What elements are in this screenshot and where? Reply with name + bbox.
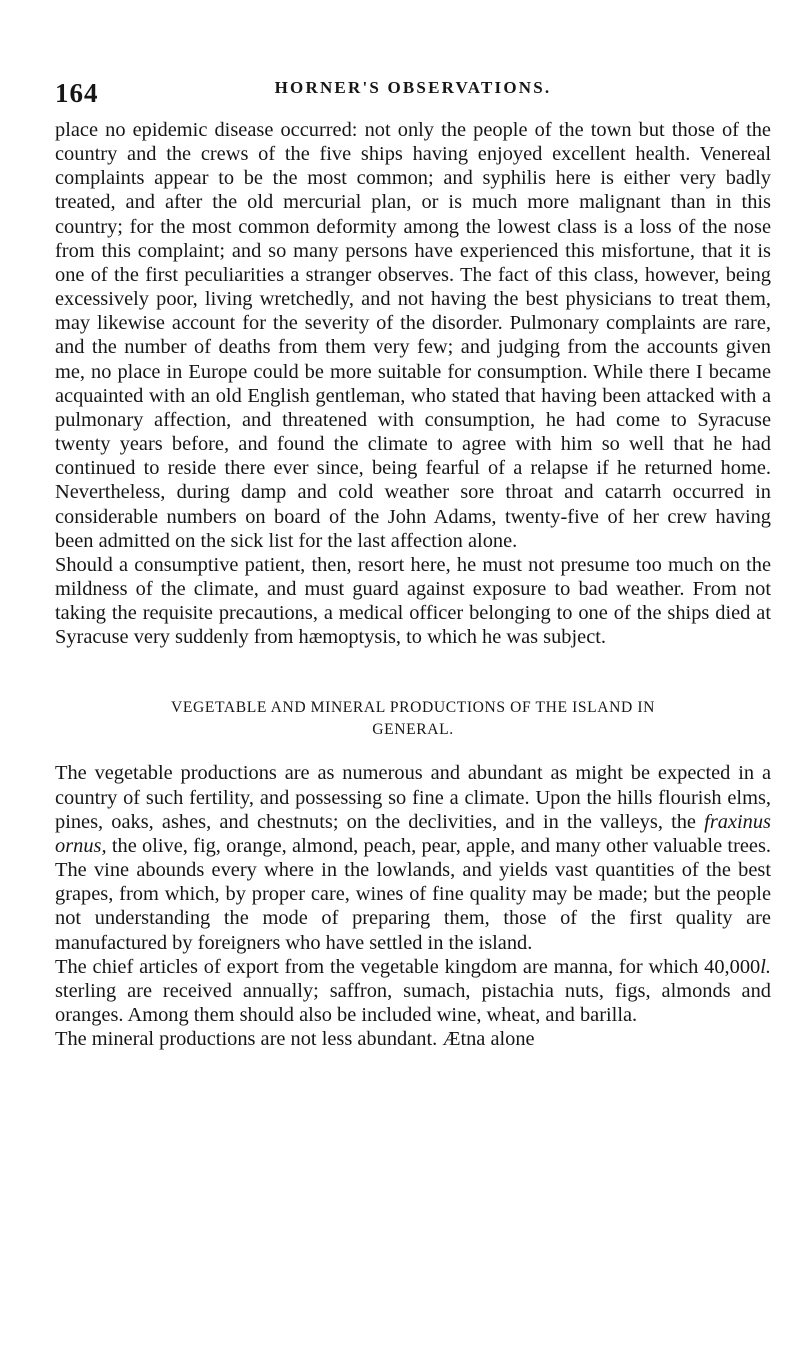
paragraph: place no epidemic disease occurred: not only the people of the town but those of the country and the crews of the five ships having enjoyed excellent health. Venereal complaints appear to be the most common; and syphilis here is either very badly treated, and after the old mercurial plan, or is much more malignant than in this country; for the most common deformity among the lowest class is a loss of the nose from this complaint; and so many persons have experienced this misfortune, that it is one of the first peculiarities a stranger observes. The fact of this class, however, being excessively poor, living wretchedly, and not having the best physicians to treat them, may likewise account for the severity of the disorder. Pulmonary complaints are rare, and the number of deaths from them very few; and judging from the accounts given me, no place in Europe could be more suitable for consumption. While there I became acquainted with an old English gentleman, who stated that having been attacked with a pulmonary affection, and threatened with consumption, he had come to Syracuse twenty years before, and found the climate to agree with him so well that he had continued to reside there ever since, being fearful of a relapse if he returned home. Nevertheless, during damp and cold weather sore throat and catarrh occurred in considerable numbers on board of the John Adams, twenty-five of her crew having been admitted on the sick list for the last affection alone.: [55, 119, 771, 552]
section-heading-line: GENERAL.: [372, 721, 454, 739]
paragraph: Should a consumptive patient, then, resort here, he must not presume too much on the mildness of the climate, and must guard against exposure to bad weather. From not taking the requisite precautions, a medical officer belonging to one of the ships died at Syracuse very suddenly from hæmoptysis, to which he was subject.: [55, 553, 771, 649]
running-head: [55, 58, 771, 108]
text-run: sterling are received annually; saffron, sumach, pistachia nuts, figs, almonds and oranges. Among them should also be included wine, wheat, and barilla.: [55, 979, 771, 1026]
paragraph: The mineral productions are not less abundant. Ætna alone: [55, 1028, 535, 1051]
text-run: The vegetable productions are as numerous and abundant as might be expected in a country of such fertility, and possessing so fine a climate. Upon the hills flourish elms, pines, oaks, ashes, and chestnuts; on the declivities, and in the valleys, the: [55, 762, 771, 833]
section-heading-line: VEGETABLE AND MINERAL PRODUCTIONS OF THE ISLAND IN: [171, 699, 655, 717]
section-heading: [55, 697, 771, 741]
main-text: [55, 118, 771, 649]
text-run: The chief articles of export from the vegetable kingdom are manna, for which 40,000: [55, 955, 761, 978]
section-text: [55, 761, 771, 1051]
text-run: the olive, fig, orange, almond, peach, pear, apple, and many other valuable trees. The vine abounds every where in the lowlands, and yields vast quantities of the best grapes, from which, by proper care, wines of fine quality may be made; but the people not understanding the mode of preparing them, those of the first quality are manufactured by foreigners who have settled in the island.: [55, 834, 771, 954]
italic-term: fraxinus ornus,: [55, 810, 771, 857]
italic-term: l.: [760, 955, 771, 978]
page-number: 164: [55, 78, 99, 108]
paragraph: [55, 955, 771, 1027]
book-page: [55, 58, 771, 1051]
paragraph: [55, 761, 771, 954]
running-title: HORNER'S OBSERVATIONS.: [274, 78, 552, 97]
